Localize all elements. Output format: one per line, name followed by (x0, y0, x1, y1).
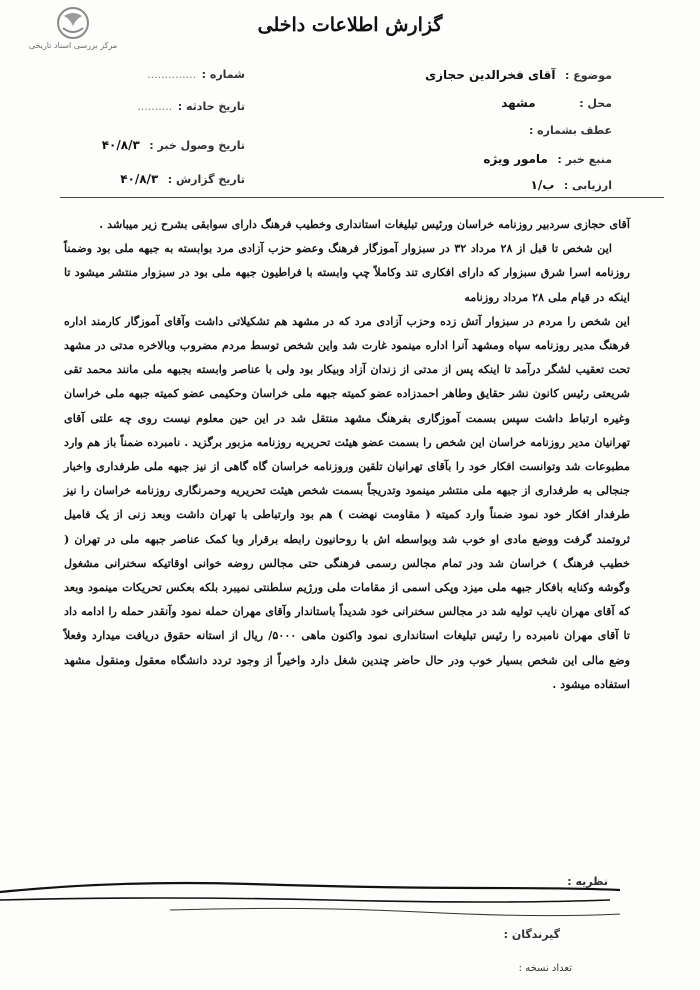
reference-label: عطف بشماره : (528, 124, 612, 137)
source-label: منبع خبر : (557, 153, 612, 166)
rating-field (531, 178, 612, 192)
event-date-dots: .......... (137, 100, 173, 113)
source-field (483, 152, 612, 166)
location-field (501, 96, 612, 110)
body-paragraph-2: این شخص تا قبل از ۲۸ مرداد ۳۲ در سبزوار آموزگار فرهنگ وعضو حزب آزادی مرد بوابسته به جبهه ملی بود وضمناً روزنامه اسرا شرق سبزوار که دارای افکاری تند وکاملاً چپ وابسته با فراطیون جبهه ملی بود در سبزوار منتشر میشود تا اینکه در قیام ملی ۲۸ مرداد روزنامه (64, 241, 630, 304)
report-date-value: ۴۰/۸/۳ (120, 172, 159, 186)
subject-value: آقای فخرالدین حجازی (425, 68, 556, 82)
event-date-label: تاریخ حادثه : (177, 100, 245, 113)
reference-field (529, 124, 612, 137)
archive-logo (18, 6, 128, 56)
report-body (64, 212, 630, 696)
rating-value: ب/۱ (530, 178, 555, 192)
rating-label: ارزیابی : (563, 179, 612, 192)
location-label: محل : (579, 97, 612, 110)
number-dots: .............. (147, 68, 197, 81)
source-value: مامور ویژه (483, 152, 548, 166)
body-paragraph-1: آقای حجازی سردبیر روزنامه خراسان ورئیس تبلیغات استانداری وخطیب فرهنگ دارای سوابقی بشرح زیر میباشد . (99, 217, 630, 231)
header-divider (60, 197, 664, 198)
event-date-field (70, 100, 245, 113)
location-value: مشهد (501, 96, 536, 110)
opinion-label: نظریه : (567, 875, 608, 888)
signature-strokes (0, 870, 700, 940)
copies-label: تعداد نسخه : (518, 963, 572, 974)
report-date-field (60, 172, 245, 186)
subject-field (425, 68, 612, 82)
received-date-field (60, 138, 245, 152)
archive-name: مرکز بررسی اسناد تاریخی (28, 41, 118, 50)
document-title: گزارش اطلاعات داخلی (257, 14, 443, 36)
received-date-label: تاریخ وصول خبر : (149, 139, 245, 152)
body-paragraph-3: این شخص را مردم در سبزوار آتش زده وحزب آزادی مرد که در مشهد هم تشکیلاتی داشت وآقای آموزگار کارمند اداره فرهنگ مدیر روزنامه سپاه ومشهد آنرا اداره مینمود غارت شد واین شخص توسط مردم مضروب وبالاخره مدتی در مشهد تحت تعقیب لشگر درآمد تا اینکه پس از مدتی از زندان آزاد وبیکار بود ولی با عناصر وابسته بجبهه ملی مانند محمد تقی شریعتی رئیس کانون نشر حقایق وطاهر احمدزاده عضو کمیته جبهه ملی خراسان وحکیمی عضو کمیته جبهه ملی خراسان وغیره ارتباط داشت سپس بسمت آموزگاری بفرهنگ مشهد منتقل شد در این حین معلوم نیست روی چه علتی آقای تهرانیان مدیر روزنامه خراسان این شخص را بسمت عضو هیئت تحریریه روزنامه مزبور برگزید . نامبرده ضمناً باز هم وارد مطبوعات شد وتوانست افکار خود را بآقای تهرانیان تلقین وروزنامه خراسان گاه گاهی از نیز جبهه ملی طرفداری واخبار جنجالی به طرفداری از جبهه ملی منتشر مینمود وتدریجاً بسمت شخص هیئت تحریریه وحمرنگاری روزنامه خراسان را نیز طرفدار افکار خود نمود ضمناً وارد کمیته ( مقاومت نهضت ) هم بود وارتباطی با تهران داشت وبعد زنی از یک فامیل ثروتمند گرفت ووضع مادی او خوب شد وبواسطه اش با روحانیون رابطه برقرار وبا کمک عناصر جبهه ملی در تهران ( خطیب فرهنگ ) خراسان شد ودر تمام مجالس رسمی فرهنگی حتی مجالس روضه خوانی اوقاتیکه سخنرانی مشغول وگوشه وکنایه بافکار جبهه ملی میزد وپکی اسمی از مقامات ملی ورژیم سلطنتی نمیبرد بلکه بعکس تحریکات مینمود وبعد که آقای مهران نایب تولیه شد در مجالس سخنرانی خود شدیداً باستاندار وآقای مهران حمله نمود وآنقدر حمله را ادامه داد تا آقای مهران نامبرده را رئیس تبلیغات استانداری نمود واکنون ماهی ۵۰۰۰/ ریال از استانه حقوق دریافت میدارد وفعلاً وضع مالی این شخص بسیار خوب ودر حال حاضر چندین شغل دارد واخیراً از وجود تردد دانشگاه معقول ومنقول مشهد استفاده میشود . (64, 313, 631, 691)
archive-emblem-icon (55, 6, 91, 40)
report-date-label: تاریخ گزارش : (167, 173, 245, 186)
recipients-label: گیرندگان : (503, 928, 560, 941)
number-label: شماره : (201, 68, 245, 81)
subject-label: موضوع : (565, 69, 612, 82)
number-field (70, 68, 245, 81)
received-date-value: ۴۰/۸/۳ (101, 138, 140, 152)
